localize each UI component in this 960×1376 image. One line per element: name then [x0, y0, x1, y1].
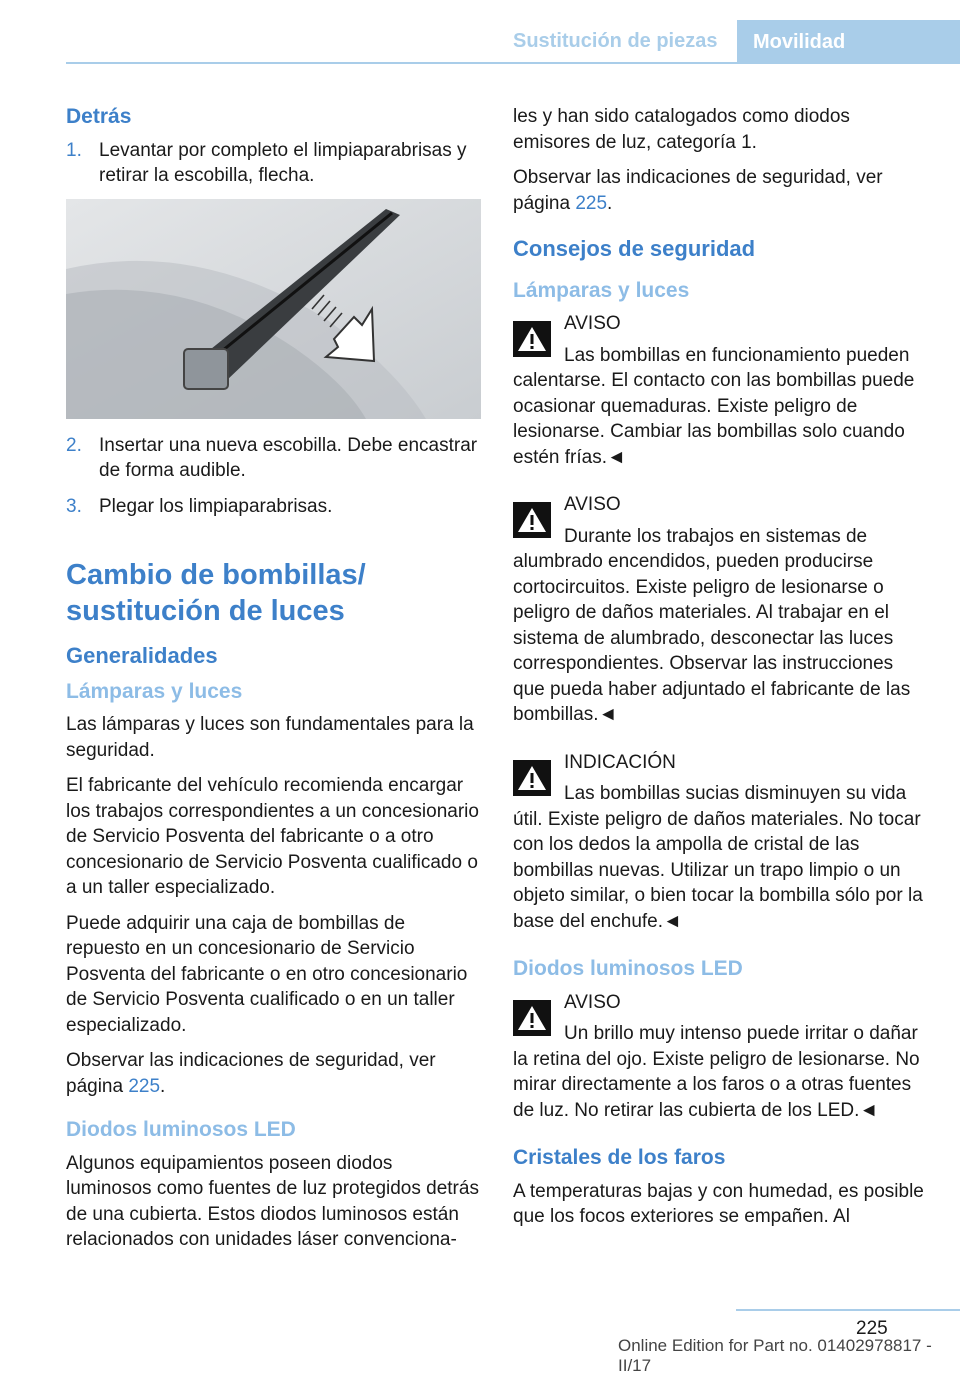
warning-body: Las bombillas en funcionamiento pueden calentarse. El contacto con las bombillas puede ocasionar quemaduras. Existe peligro de lesionarse. Cambiar las bombillas solo cuando estén frías.◄: [513, 344, 915, 468]
wiper-illustration: [66, 199, 481, 419]
warning-title: INDICACIÓN: [564, 751, 676, 773]
step-number: 2.: [66, 434, 82, 456]
warnings-group-1: [513, 311, 928, 934]
generalidades-heading: Generalidades: [66, 643, 218, 668]
step-number: 3.: [66, 495, 82, 517]
warning-box: [513, 492, 928, 728]
paragraph-5: Algunos equipamientos poseen diodos luminosos como fuentes de luz protegidos detrás de una cubierta. Estos diodos luminosos están relacionados con unidades láser convenciona-: [66, 1152, 479, 1250]
page-link[interactable]: 225: [128, 1075, 161, 1097]
warning-triangle-icon: [513, 760, 551, 796]
detras-heading: Detrás: [66, 105, 132, 128]
header-chapter-tab: Movilidad: [737, 20, 960, 62]
step-text: Plegar los limpiaparabrisas.: [99, 495, 333, 517]
right-column: [513, 104, 928, 1240]
steps-list-b: [66, 433, 481, 520]
warning-body: Durante los trabajos en sistemas de alumbrado encendidos, pueden producirse cortocircuitos. Existe peligro de lesionarse o peligro de daños materiales. Al trabajar en el sistema de alumbrado, desconectar las luces correspondientes. Observar las instrucciones que pueda haber adjuntado el fabricante de las bombillas.◄: [513, 525, 911, 725]
warning-title: AVISO: [564, 313, 621, 334]
warnings-group-2: [513, 990, 928, 1124]
header-rule: [66, 62, 960, 64]
step-item: [66, 494, 481, 520]
warning-title: AVISO: [564, 494, 621, 515]
page-link[interactable]: 225: [575, 192, 608, 214]
paragraph-4: Observar las indicaciones de seguridad, ver página 225.: [66, 1050, 436, 1097]
warning-triangle-icon: [513, 1000, 551, 1036]
header-section-title: Sustitución de piezas: [513, 30, 718, 52]
warning-box: [513, 311, 928, 470]
paragraph-2: El fabricante del vehículo recomienda encargar los trabajos correspondientes a un concesionario de Servicio Posventa del fabricante o a otro concesionario de Servicio Posventa cualificado o a un taller especializado.: [66, 775, 479, 898]
step-item: [66, 138, 481, 189]
cristales-heading: Cristales de los faros: [513, 1146, 726, 1169]
warning-triangle-icon: [513, 502, 551, 538]
main-heading: Cambio de bombillas/ sustitución de luces: [66, 559, 366, 627]
footer-edition: Online Edition for Part no. 01402978817 - II/17: [618, 1336, 932, 1375]
led-heading-right: Diodos luminosos LED: [513, 957, 743, 980]
steps-list-a: [66, 138, 481, 189]
step-text: Levantar por completo el limpiaparabrisas y retirar la escobilla, flecha.: [99, 139, 467, 186]
paragraph-continued: les y han sido catalogados como diodos emisores de luz, categoría 1.: [513, 106, 850, 153]
footer-rule: [736, 1309, 960, 1311]
paragraph-observar: Observar las indicaciones de seguridad, ver página 225.: [513, 167, 883, 214]
paragraph-last: A temperaturas bajas y con humedad, es posible que los focos exteriores se empañen. Al: [513, 1180, 924, 1227]
warning-title: AVISO: [564, 991, 621, 1013]
step-text: Insertar una nueva escobilla. Debe encastrar de forma audible.: [99, 434, 478, 481]
paragraph-3: Puede adquirir una caja de bombillas de repuesto en un concesionario de Servicio Posventa del fabricante o en otro concesionario de Servicio Posventa cualificado o en un taller especializado.: [66, 912, 468, 1036]
consejos-heading: Consejos de seguridad: [513, 236, 756, 261]
lamparas-heading-left: Lámparas y luces: [66, 679, 243, 703]
lamparas-heading-right: Lámparas y luces: [513, 278, 690, 302]
warning-body: Un brillo muy intenso puede irritar o dañar la retina del ojo. Existe peligro de lesionarse. No mirar directamente a los faros o a otras fuentes de luz. No retirar las cubierta de los LED.◄: [513, 1023, 920, 1121]
paragraph-1: Las lámparas y luces son fundamentales para la seguridad.: [66, 714, 474, 761]
step-item: [66, 433, 481, 484]
left-column: [66, 104, 481, 1263]
warning-box: [513, 990, 928, 1124]
warning-triangle-icon: [513, 321, 551, 357]
warning-body: Las bombillas sucias disminuyen su vida útil. Existe peligro de daños materiales. No tocar con los dedos la ampolla de cristal de las bombillas nuevas. Utilizar un trapo limpio o un objeto similar, o bien tocar la bombilla sólo por la base del enchufe.◄: [513, 783, 923, 932]
page-number: 225: [856, 1318, 888, 1339]
wiper-figure: [66, 199, 481, 419]
step-number: 1.: [66, 139, 82, 161]
led-heading-left: Diodos luminosos LED: [66, 1118, 296, 1141]
warning-box: [513, 750, 928, 935]
